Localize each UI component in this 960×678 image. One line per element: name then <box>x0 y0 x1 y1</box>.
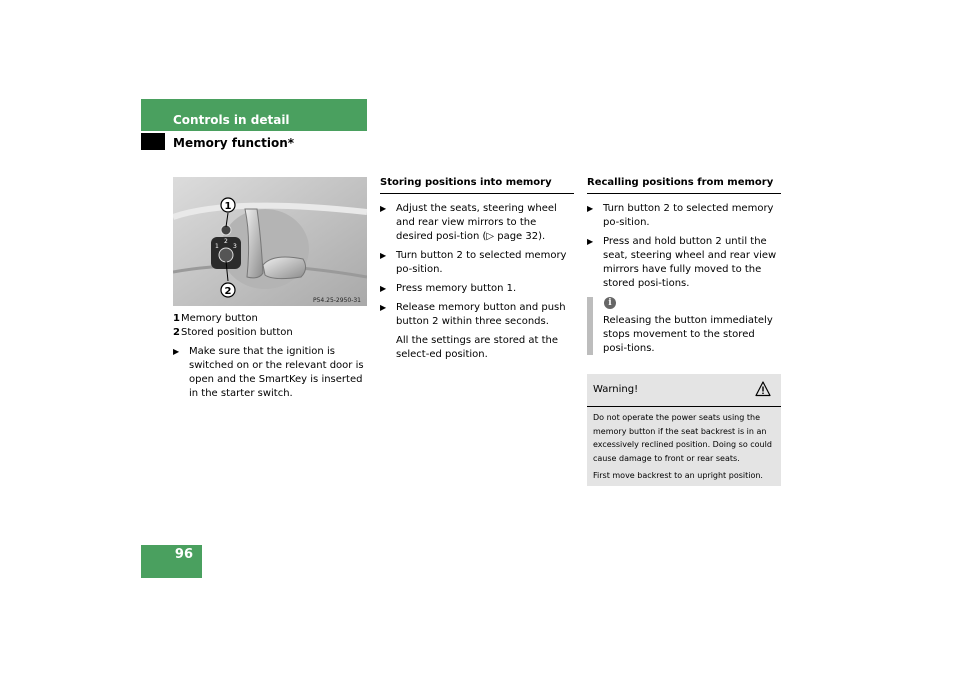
column-recalling <box>587 176 781 296</box>
bullet-arrow-icon: ▶ <box>380 284 387 293</box>
instruction-step: ▶ Turn button 2 to selected memory po-sition. <box>587 203 774 228</box>
storing-note: All the settings are stored at the select-ed position. <box>396 335 559 360</box>
section-title: Controls in detail <box>173 113 290 127</box>
recalling-heading: Recalling positions from memory <box>587 176 781 194</box>
column-storing <box>380 176 574 362</box>
button-label-2: 2 <box>224 238 228 245</box>
column-1 <box>173 345 369 406</box>
instruction-step: ▶ Press memory button 1. <box>380 283 517 294</box>
legend-item: 2Stored position button <box>173 327 293 338</box>
instruction-step: ▶ Release memory button and push button 2 within three seconds. <box>380 302 566 327</box>
page-number: 96 <box>174 547 193 562</box>
warning-paragraph: Do not operate the power seats using the memory button if the seat backrest is in an excessively reclined position. Doing so could cause damage to front or rear seats. <box>593 413 772 463</box>
callout-1: 1 <box>224 201 232 212</box>
info-note <box>587 297 783 355</box>
bullet-arrow-icon: ▶ <box>380 303 387 312</box>
section-marker <box>141 133 165 150</box>
bullet-arrow-icon: ▶ <box>380 251 387 260</box>
figure-code: P54.25-2950-31 <box>312 297 361 304</box>
warning-body <box>593 411 779 487</box>
legend-item: 1Memory button <box>173 313 258 324</box>
bullet-arrow-icon: ▶ <box>587 237 594 246</box>
instruction-step: ▶ Turn button 2 to selected memory po-sition. <box>380 250 567 275</box>
subsection-title: Memory function* <box>173 136 295 150</box>
bullet-arrow-icon: ▶ <box>173 347 180 356</box>
storing-heading: Storing positions into memory <box>380 176 574 194</box>
info-text: Releasing the button immediately stops movement to the stored posi-tions. <box>603 315 773 354</box>
door-panel-illustration <box>173 177 367 306</box>
warning-paragraph: First move backrest to an upright position. <box>593 471 763 480</box>
callout-2: 2 <box>224 286 232 297</box>
figure-legend <box>173 312 293 340</box>
bullet-arrow-icon: ▶ <box>380 204 387 213</box>
warning-title: Warning! <box>593 384 639 395</box>
info-icon: i <box>604 297 616 309</box>
instruction-step: ▶ Press and hold button 2 until the seat, steering wheel and rear view mirrors have fully moved to the stored posi-tions. <box>587 236 777 289</box>
bullet-arrow-icon: ▶ <box>587 204 594 213</box>
instruction-step: ▶ Make sure that the ignition is switched on or the relevant door is open and the SmartKey is inserted in the starter switch. <box>173 346 364 399</box>
warning-box <box>587 374 781 486</box>
seat-memory-controls-figure <box>173 177 367 306</box>
button-label-1: 1 <box>215 243 219 250</box>
instruction-step: ▶ Adjust the seats, steering wheel and rear view mirrors to the desired posi-tion (▷ page 32). <box>380 203 557 242</box>
button-label-3: 3 <box>233 243 237 250</box>
warning-triangle-icon <box>755 381 771 397</box>
warning-header <box>587 374 781 407</box>
